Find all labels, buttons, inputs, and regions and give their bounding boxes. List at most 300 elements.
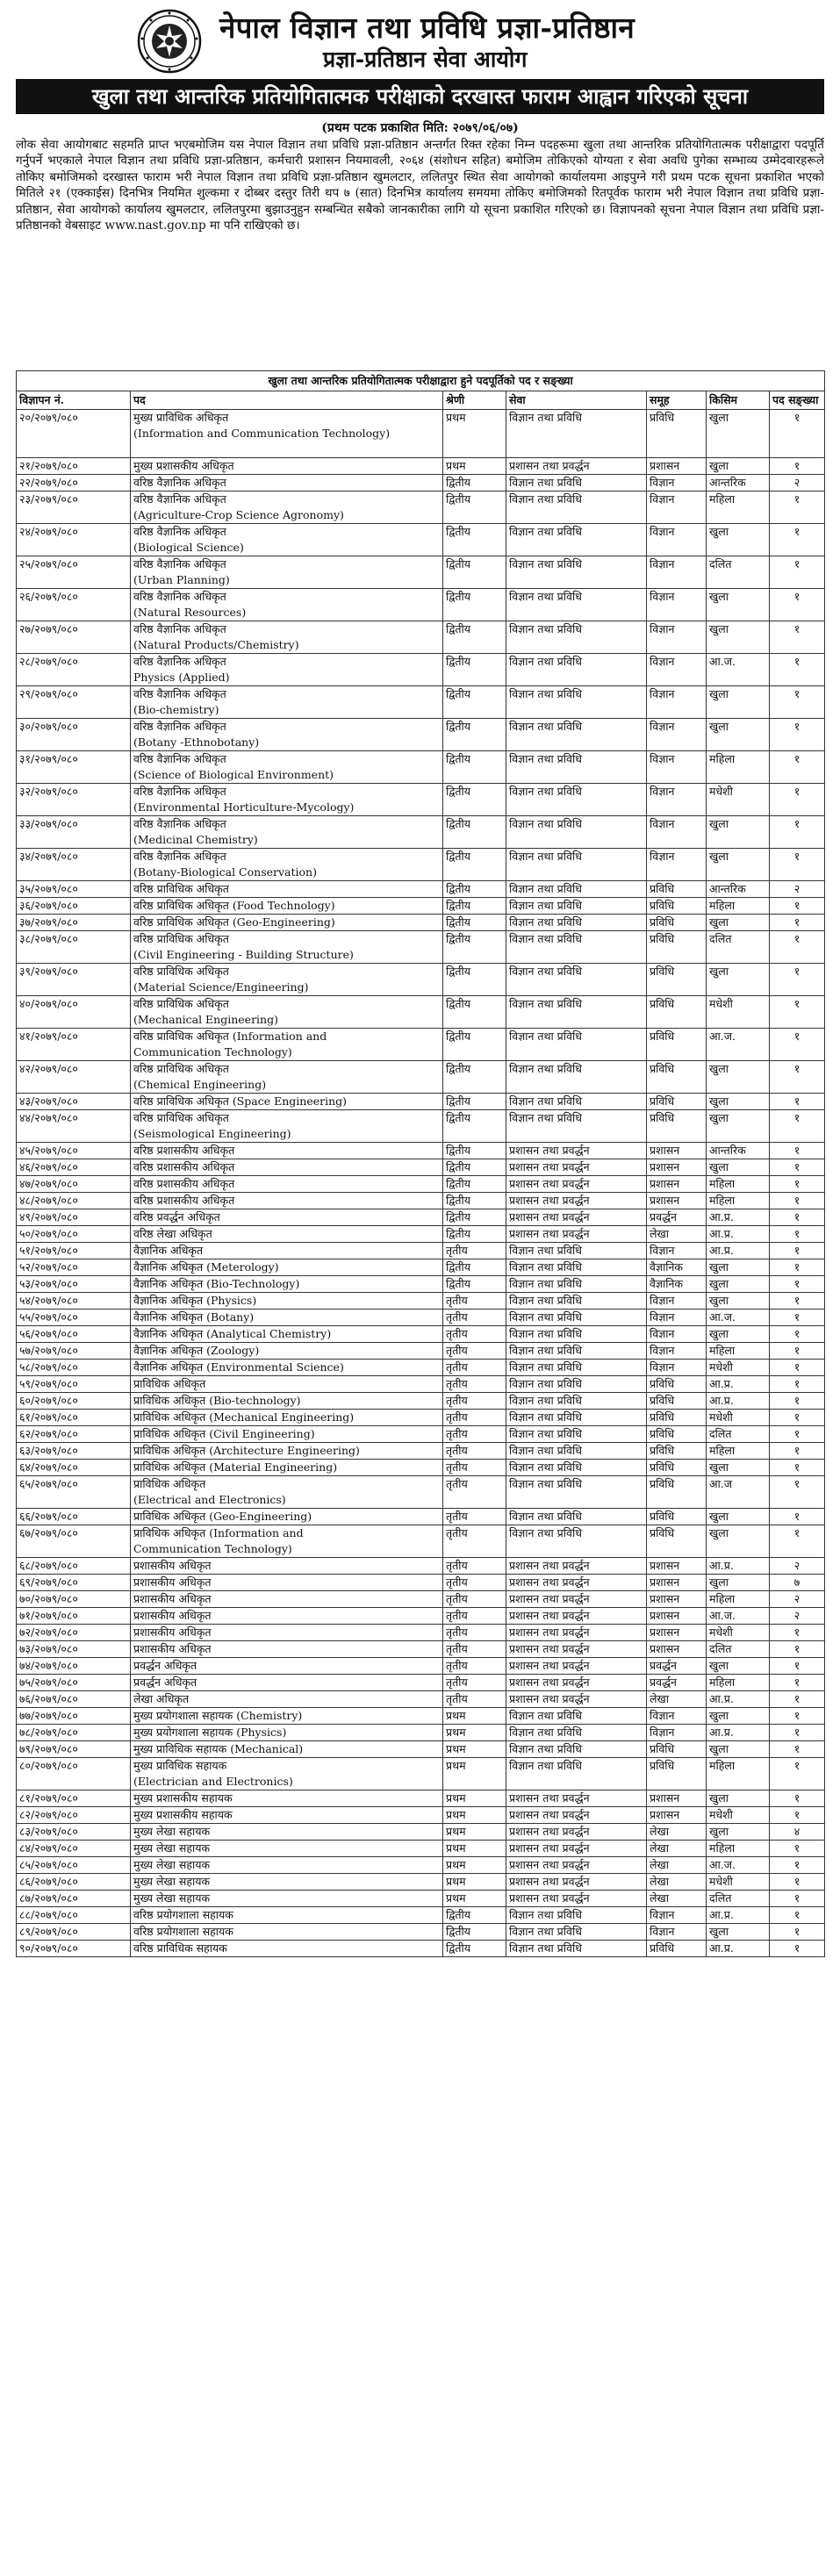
cell-type: खुला (707, 1159, 770, 1176)
post-title: मुख्य प्रयोगशाला सहायक (Physics) (133, 1726, 287, 1739)
cell-post (131, 1509, 443, 1525)
cell-grade: तृतीय (443, 1558, 506, 1575)
cell-type: महिला (707, 1343, 770, 1360)
cell-service: विज्ञान तथा प्रविधि (506, 1376, 647, 1393)
cell-post (131, 1708, 443, 1725)
table-row (17, 1426, 825, 1443)
cell-post (131, 1558, 443, 1575)
cell-group: विज्ञान (647, 654, 707, 686)
table-row (17, 1509, 825, 1525)
cell-post (131, 1143, 443, 1159)
post-specialization: (Bio-chemistry) (133, 703, 219, 716)
cell-grade: द्वितीय (443, 475, 506, 492)
cell-adv-no: ५७/२०७९/०८० (17, 1343, 131, 1360)
post-specialization: (Botany -Ethnobotany) (133, 735, 260, 749)
table-row (17, 1443, 825, 1460)
cell-adv-no: ३०/२०७९/०८० (17, 719, 131, 751)
cell-service: प्रशासन तथा प्रवर्द्धन (506, 1226, 647, 1243)
cell-adv-no: ४८/२०७९/०८० (17, 1193, 131, 1209)
table-row (17, 1176, 825, 1193)
cell-grade: तृतीय (443, 1443, 506, 1460)
table-row (17, 898, 825, 915)
cell-count: १ (770, 1360, 825, 1376)
cell-group: प्रविधि (647, 881, 707, 898)
cell-count: ४ (770, 1824, 825, 1841)
cell-group: विज्ञान (647, 816, 707, 849)
cell-group: प्रशासन (647, 1807, 707, 1824)
cell-type: मधेशी (707, 784, 770, 816)
cell-adv-no: ६८/२०७९/०८० (17, 1558, 131, 1575)
cell-adv-no: ४१/२०७९/०८० (17, 1029, 131, 1061)
cell-post (131, 475, 443, 492)
cell-type: महिला (707, 1675, 770, 1691)
table-row (17, 1293, 825, 1310)
cell-service: प्रशासन तथा प्रवर्द्धन (506, 1874, 647, 1891)
cell-count: १ (770, 1841, 825, 1857)
post-title: प्रशासकीय अधिकृत (133, 1592, 212, 1605)
cell-service: विज्ञान तथा प्रविधि (506, 816, 647, 849)
table-row (17, 458, 825, 475)
cell-adv-no: ३५/२०७९/०८० (17, 881, 131, 898)
table-row (17, 1790, 825, 1807)
cell-post (131, 1807, 443, 1824)
post-title: वरिष्ठ वैज्ञानिक अधिकृत (133, 785, 226, 798)
cell-grade: तृतीय (443, 1625, 506, 1641)
table-row (17, 1376, 825, 1393)
table-row (17, 1094, 825, 1110)
cell-adv-no: २०/२०७९/०८० (17, 410, 131, 458)
cell-service: विज्ञान तथा प्रविधि (506, 1509, 647, 1525)
cell-grade: प्रथम (443, 1891, 506, 1907)
cell-type: खुला (707, 410, 770, 458)
cell-post (131, 1625, 443, 1641)
cell-grade: द्वितीय (443, 589, 506, 621)
cell-type: खुला (707, 1824, 770, 1841)
cell-service: विज्ञान तथा प्रविधि (506, 1758, 647, 1790)
table-row (17, 1675, 825, 1691)
cell-type: महिला (707, 898, 770, 915)
cell-grade: द्वितीय (443, 881, 506, 898)
cell-count: १ (770, 686, 825, 719)
cell-grade: तृतीय (443, 1293, 506, 1310)
cell-count: १ (770, 1326, 825, 1343)
cell-grade: प्रथम (443, 1857, 506, 1874)
cell-service: विज्ञान तथा प्रविधि (506, 1708, 647, 1725)
cell-grade: प्रथम (443, 458, 506, 475)
cell-post (131, 1410, 443, 1426)
post-title: वरिष्ठ प्राविधिक अधिकृत (133, 882, 229, 895)
table-row (17, 1410, 825, 1426)
cell-count: १ (770, 654, 825, 686)
cell-post (131, 1525, 443, 1558)
post-title: वरिष्ठ प्रशासकीय अधिकृत (133, 1177, 235, 1190)
table-row (17, 524, 825, 556)
table-row (17, 1393, 825, 1410)
table-row (17, 1525, 825, 1558)
table-row (17, 931, 825, 964)
cell-post (131, 1193, 443, 1209)
cell-grade: तृतीय (443, 1509, 506, 1525)
table-row (17, 1691, 825, 1708)
cell-type: मधेशी (707, 1410, 770, 1426)
cell-type: खुला (707, 849, 770, 881)
post-title: प्राविधिक अधिकृत (Bio-technology) (133, 1394, 301, 1407)
cell-service: विज्ञान तथा प्रविधि (506, 1310, 647, 1326)
cell-post (131, 1259, 443, 1276)
cell-group: विज्ञान (647, 751, 707, 784)
cell-service: विज्ञान तथा प्रविधि (506, 1243, 647, 1259)
cell-service: प्रशासन तथा प्रवर्द्धन (506, 1675, 647, 1691)
cell-group: प्रवर्द्धन (647, 1675, 707, 1691)
cell-grade: प्रथम (443, 410, 506, 458)
table-row (17, 686, 825, 719)
cell-type: खुला (707, 1326, 770, 1343)
cell-post (131, 1343, 443, 1360)
table-row (17, 1807, 825, 1824)
cell-group: प्रशासन (647, 1625, 707, 1641)
cell-count: १ (770, 1460, 825, 1476)
cell-type: खुला (707, 621, 770, 654)
cell-type: महिला (707, 1758, 770, 1790)
cell-count: १ (770, 1708, 825, 1725)
post-title: प्रशासकीय अधिकृत (133, 1642, 212, 1655)
notice-paragraph: लोक सेवा आयोगबाट सहमति प्राप्त भएबमोजिम यस नेपाल विज्ञान तथा प्रविधि प्रज्ञा-प्रतिष्ठान अन्तर्गत रिक्त रहेका निम्न पदहरूमा खुला तथा आन्तरिक प्रतियोगितात्मक परीक्षाद्वारा पदपूर्ति गर्नुपर्ने भएकाले नेपाल विज्ञान तथा प्रविधि प्रज्ञा-प्रतिष्ठान, कर्मचारी प्रशासन नियमावली, २०६४ (संशोधन सहित) बमोजिम तोकिएको योग्यता र सेवा अवधि पुगेका सम्भाव्य उम्मेदवारहरूले तोकिए बमोजिमको दरखास्त फाराम भरी नेपाल विज्ञान तथा प्रविधि प्रज्ञा-प्रतिष्ठान खुमलटार, ललितपुर स्थित सेवा आयोगको कार्यालयमा आइपुग्ने गरी प्रथम पटक सूचना प्रकाशित भएको मितिले २१ (एक्काईस) दिनभित्र नियमित शुल्कमा र दोब्बर दस्तुर तिरी थप ७ (सात) दिनभित्र कार्यालय समयमा तोकिए बमोजिमको रितपूर्वक फाराम भरी नेपाल विज्ञान तथा प्रविधि प्रज्ञा-प्रतिष्ठान, सेवा आयोगको कार्यालय खुमलटार, ललितपुरमा बुझाउनुहुन सम्बन्धित सबैको जानकारीका लागि यो सूचना प्रकाशित गरिएको छ। विज्ञापनको सूचना नेपाल विज्ञान तथा प्रविधि प्रज्ञा-प्रतिष्ठानको वेबसाइट www.nast.gov.np मा पनि राखिएको छ। (16, 138, 824, 233)
cell-grade: तृतीय (443, 1691, 506, 1708)
cell-service: विज्ञान तथा प्रविधि (506, 589, 647, 621)
cell-group: विज्ञान (647, 1310, 707, 1326)
cell-grade: द्वितीय (443, 751, 506, 784)
cell-service: विज्ञान तथा प्रविधि (506, 1094, 647, 1110)
cell-group: प्रविधि (647, 964, 707, 996)
cell-service: प्रशासन तथा प्रवर्द्धन (506, 1159, 647, 1176)
cell-type: खुला (707, 1708, 770, 1725)
table-row (17, 1310, 825, 1326)
table-row (17, 589, 825, 621)
cell-count: २ (770, 475, 825, 492)
cell-type: मधेशी (707, 996, 770, 1029)
cell-count: १ (770, 1176, 825, 1193)
cell-group: प्रविधि (647, 1376, 707, 1393)
cell-type: आ.प्र. (707, 1691, 770, 1708)
cell-group: प्रविधि (647, 410, 707, 458)
org-subtitle: प्रज्ञा-प्रतिष्ठान सेवा आयोग (323, 47, 528, 72)
cell-post (131, 931, 443, 964)
cell-group: विज्ञान (647, 1907, 707, 1924)
cell-type: आ.ज. (707, 1857, 770, 1874)
cell-service: प्रशासन तथा प्रवर्द्धन (506, 458, 647, 475)
cell-post (131, 1376, 443, 1393)
cell-count: १ (770, 1857, 825, 1874)
cell-count: १ (770, 1376, 825, 1393)
cell-group: लेखा (647, 1891, 707, 1907)
cell-group: विज्ञान (647, 719, 707, 751)
post-title: वरिष्ठ वैज्ञानिक अधिकृत (133, 492, 226, 506)
post-specialization: Communication Technology) (133, 1045, 292, 1058)
cell-post (131, 410, 443, 458)
post-title: वरिष्ठ प्राविधिक अधिकृत (133, 932, 229, 945)
cell-post (131, 1061, 443, 1094)
cell-count: १ (770, 1941, 825, 1957)
cell-group: प्रविधि (647, 1460, 707, 1476)
cell-grade: द्वितीय (443, 1226, 506, 1243)
cell-post (131, 1591, 443, 1608)
cell-service: विज्ञान तथा प्रविधि (506, 556, 647, 589)
cell-group: प्रवर्द्धन (647, 1658, 707, 1675)
post-title: वैज्ञानिक अधिकृत (133, 1244, 204, 1257)
cell-post (131, 1460, 443, 1476)
cell-count: १ (770, 492, 825, 524)
cell-post (131, 784, 443, 816)
cell-grade: प्रथम (443, 1807, 506, 1824)
table-row (17, 1061, 825, 1094)
cell-post (131, 1841, 443, 1857)
cell-service: प्रशासन तथा प्रवर्द्धन (506, 1807, 647, 1824)
cell-adv-no: ४०/२०७९/०८० (17, 996, 131, 1029)
table-row (17, 996, 825, 1029)
cell-group: प्रविधि (647, 1476, 707, 1509)
table-caption: खुला तथा आन्तरिक प्रतियोगितात्मक परीक्षाद्वारा हुने पदपूर्तिको पद र सङ्ख्या (17, 371, 825, 391)
post-title: प्राविधिक अधिकृत (133, 1377, 206, 1390)
cell-grade: द्वितीय (443, 1907, 506, 1924)
cell-adv-no: ६९/२०७९/०८० (17, 1575, 131, 1591)
cell-adv-no: ७७/२०७९/०८० (17, 1708, 131, 1725)
cell-service: विज्ञान तथा प्रविधि (506, 1941, 647, 1957)
cell-count: १ (770, 1143, 825, 1159)
post-title: मुख्य प्रशासकीय अधिकृत (133, 459, 234, 472)
post-title: प्रशासकीय अधिकृत (133, 1625, 212, 1639)
post-title: वैज्ञानिक अधिकृत (Botany) (133, 1310, 255, 1324)
cell-count: १ (770, 849, 825, 881)
post-title: वरिष्ठ वैज्ञानिक अधिकृत (133, 476, 226, 489)
cell-service: विज्ञान तथा प्रविधि (506, 1029, 647, 1061)
post-title: वरिष्ठ प्रयोगशाला सहायक (133, 1925, 233, 1938)
cell-grade: प्रथम (443, 1725, 506, 1741)
cell-post (131, 556, 443, 589)
cell-post (131, 1907, 443, 1924)
cell-count: १ (770, 1675, 825, 1691)
cell-service: प्रशासन तथा प्रवर्द्धन (506, 1790, 647, 1807)
cell-adv-no: ९०/२०७९/०८० (17, 1941, 131, 1957)
post-specialization: (Information and Communication Technology) (133, 427, 391, 440)
table-row (17, 1874, 825, 1891)
cell-adv-no: ५३/२०७९/०८० (17, 1276, 131, 1293)
cell-count: १ (770, 1310, 825, 1326)
cell-grade: तृतीय (443, 1243, 506, 1259)
post-title: प्रशासकीय अधिकृत (133, 1609, 212, 1622)
cell-type: महिला (707, 1193, 770, 1209)
cell-post (131, 1209, 443, 1226)
table-row (17, 964, 825, 996)
cell-adv-no: ६७/२०७९/०८० (17, 1525, 131, 1558)
cell-count: २ (770, 1558, 825, 1575)
cell-count: १ (770, 621, 825, 654)
cell-group: विज्ञान (647, 784, 707, 816)
cell-type: मधेशी (707, 1360, 770, 1376)
cell-grade: तृतीय (443, 1326, 506, 1343)
cell-count: १ (770, 1790, 825, 1807)
post-specialization: (Material Science/Engineering) (133, 980, 309, 994)
cell-grade: द्वितीय (443, 849, 506, 881)
cell-adv-no: २२/२०७९/०८० (17, 475, 131, 492)
cell-type: खुला (707, 816, 770, 849)
post-specialization: (Urban Planning) (133, 573, 230, 586)
table-row (17, 1841, 825, 1857)
table-row (17, 1476, 825, 1509)
cell-grade: तृतीय (443, 1641, 506, 1658)
table-row (17, 1259, 825, 1276)
cell-grade: तृतीय (443, 1460, 506, 1476)
publication-date: (प्रथम पटक प्रकाशित मिति: २०७९/०६/०७) (321, 121, 519, 135)
cell-post (131, 1476, 443, 1509)
post-title: वरिष्ठ वैज्ञानिक अधिकृत (133, 687, 226, 700)
notice-banner: खुला तथा आन्तरिक प्रतियोगितात्मक परीक्षाको दरखास्त फाराम आह्वान गरिएको सूचना (16, 79, 824, 114)
cell-type: खुला (707, 1575, 770, 1591)
col-header-service: सेवा (506, 391, 647, 410)
post-title: वरिष्ठ वैज्ञानिक अधिकृत (133, 655, 226, 668)
cell-count: १ (770, 1226, 825, 1243)
cell-service: विज्ञान तथा प्रविधि (506, 1924, 647, 1941)
table-row (17, 1243, 825, 1259)
cell-grade: द्वितीय (443, 816, 506, 849)
post-title: वैज्ञानिक अधिकृत (Zoology) (133, 1344, 260, 1357)
cell-count: १ (770, 1259, 825, 1276)
post-title: प्राविधिक अधिकृत (Information and (133, 1526, 304, 1539)
cell-post (131, 1159, 443, 1176)
table-row (17, 1575, 825, 1591)
cell-group: विज्ञान (647, 1343, 707, 1360)
cell-group: विज्ञान (647, 1326, 707, 1343)
cell-adv-no: ८०/२०७९/०८० (17, 1758, 131, 1790)
cell-service: प्रशासन तथा प्रवर्द्धन (506, 1824, 647, 1841)
cell-adv-no: २३/२०७९/०८० (17, 492, 131, 524)
table-row (17, 784, 825, 816)
cell-grade: द्वितीय (443, 996, 506, 1029)
cell-group: प्रविधि (647, 898, 707, 915)
cell-count: १ (770, 556, 825, 589)
cell-service: विज्ञान तथा प्रविधि (506, 621, 647, 654)
cell-group: प्रविधि (647, 1941, 707, 1957)
post-specialization: (Agriculture-Crop Science Agronomy) (133, 508, 344, 521)
cell-post (131, 719, 443, 751)
cell-grade: द्वितीय (443, 1259, 506, 1276)
cell-count: १ (770, 410, 825, 458)
cell-type: खुला (707, 719, 770, 751)
cell-adv-no: ६१/२०७९/०८० (17, 1410, 131, 1426)
cell-count: १ (770, 1276, 825, 1293)
cell-grade: तृतीय (443, 1426, 506, 1443)
cell-service: प्रशासन तथा प्रवर्द्धन (506, 1891, 647, 1907)
cell-type: खुला (707, 1658, 770, 1675)
cell-grade: द्वितीय (443, 1029, 506, 1061)
post-title: वरिष्ठ प्राविधिक अधिकृत (Space Engineering) (133, 1094, 348, 1108)
post-specialization: Physics (Applied) (133, 671, 230, 684)
post-title: वरिष्ठ वैज्ञानिक अधिकृत (133, 525, 226, 538)
post-title: प्राविधिक अधिकृत (Architecture Engineering) (133, 1444, 360, 1457)
table-row (17, 621, 825, 654)
cell-group: प्रशासन (647, 1591, 707, 1608)
cell-adv-no: ४९/२०७९/०८० (17, 1209, 131, 1226)
cell-count: १ (770, 915, 825, 931)
cell-adv-no: ६६/२०७९/०८० (17, 1509, 131, 1525)
cell-adv-no: ५६/२०७९/०८० (17, 1326, 131, 1343)
post-title: मुख्य लेखा सहायक (133, 1858, 211, 1871)
cell-group: प्रविधि (647, 1443, 707, 1460)
post-specialization: (Electrician and Electronics) (133, 1775, 293, 1788)
table-row (17, 475, 825, 492)
cell-count: १ (770, 1525, 825, 1558)
cell-service: प्रशासन तथा प्रवर्द्धन (506, 1625, 647, 1641)
cell-group: प्रविधि (647, 1426, 707, 1443)
post-title: वरिष्ठ वैज्ञानिक अधिकृत (133, 720, 226, 733)
post-specialization: (Medicinal Chemistry) (133, 833, 258, 846)
post-specialization: (Electrical and Electronics) (133, 1493, 286, 1506)
cell-count: १ (770, 1907, 825, 1924)
post-title: वरिष्ठ वैज्ञानिक अधिकृत (133, 590, 226, 603)
table-row (17, 1110, 825, 1143)
cell-adv-no: ४२/२०७९/०८० (17, 1061, 131, 1094)
cell-count: १ (770, 458, 825, 475)
cell-type: महिला (707, 751, 770, 784)
cell-post (131, 492, 443, 524)
cell-post (131, 1443, 443, 1460)
post-title: मुख्य प्रशासकीय सहायक (133, 1791, 233, 1805)
table-row (17, 556, 825, 589)
cell-adv-no: ६२/२०७९/०८० (17, 1426, 131, 1443)
cell-post (131, 849, 443, 881)
cell-group: प्रविधि (647, 1393, 707, 1410)
cell-adv-no: ५५/२०७९/०८० (17, 1310, 131, 1326)
post-title: मुख्य लेखा सहायक (133, 1841, 211, 1855)
cell-adv-no: ३३/२०७९/०८० (17, 816, 131, 849)
post-specialization: (Biological Science) (133, 541, 244, 554)
cell-type: आ.ज. (707, 654, 770, 686)
cell-adv-no: ३६/२०७९/०८० (17, 898, 131, 915)
cell-post (131, 964, 443, 996)
cell-type: खुला (707, 1741, 770, 1758)
cell-count: २ (770, 1591, 825, 1608)
cell-grade: प्रथम (443, 1741, 506, 1758)
table-row (17, 1924, 825, 1941)
post-title: मुख्य प्राविधिक अधिकृत (133, 411, 229, 424)
org-title: नेपाल विज्ञान तथा प्रविधि प्रज्ञा-प्रतिष्ठान (219, 11, 635, 45)
table-row (17, 1143, 825, 1159)
cell-adv-no: ४३/२०७९/०८० (17, 1094, 131, 1110)
cell-post (131, 1575, 443, 1591)
table-row (17, 492, 825, 524)
cell-adv-no: ४७/२०७९/०८० (17, 1176, 131, 1193)
col-header-group: समूह (647, 391, 707, 410)
cell-service: प्रशासन तथा प्रवर्द्धन (506, 1608, 647, 1625)
cell-group: प्रविधि (647, 1741, 707, 1758)
cell-service: प्रशासन तथा प्रवर्द्धन (506, 1193, 647, 1209)
cell-adv-no: २९/२०७९/०८० (17, 686, 131, 719)
cell-grade: द्वितीय (443, 1193, 506, 1209)
cell-group: प्रशासन (647, 1790, 707, 1807)
cell-post (131, 1176, 443, 1193)
cell-post (131, 751, 443, 784)
cell-adv-no: ८८/२०७९/०८० (17, 1907, 131, 1924)
post-title: वरिष्ठ प्रवर्द्धन अधिकृत (133, 1210, 220, 1223)
cell-adv-no: ६०/२०७९/०८० (17, 1393, 131, 1410)
cell-adv-no: ८५/२०७९/०८० (17, 1857, 131, 1874)
cell-count: १ (770, 1393, 825, 1410)
post-title: वरिष्ठ प्राविधिक अधिकृत (133, 1111, 229, 1124)
cell-count: १ (770, 1807, 825, 1824)
cell-post (131, 1857, 443, 1874)
cell-group: विज्ञान (647, 1293, 707, 1310)
post-title: वरिष्ठ वैज्ञानिक अधिकृत (133, 752, 226, 765)
cell-post (131, 996, 443, 1029)
